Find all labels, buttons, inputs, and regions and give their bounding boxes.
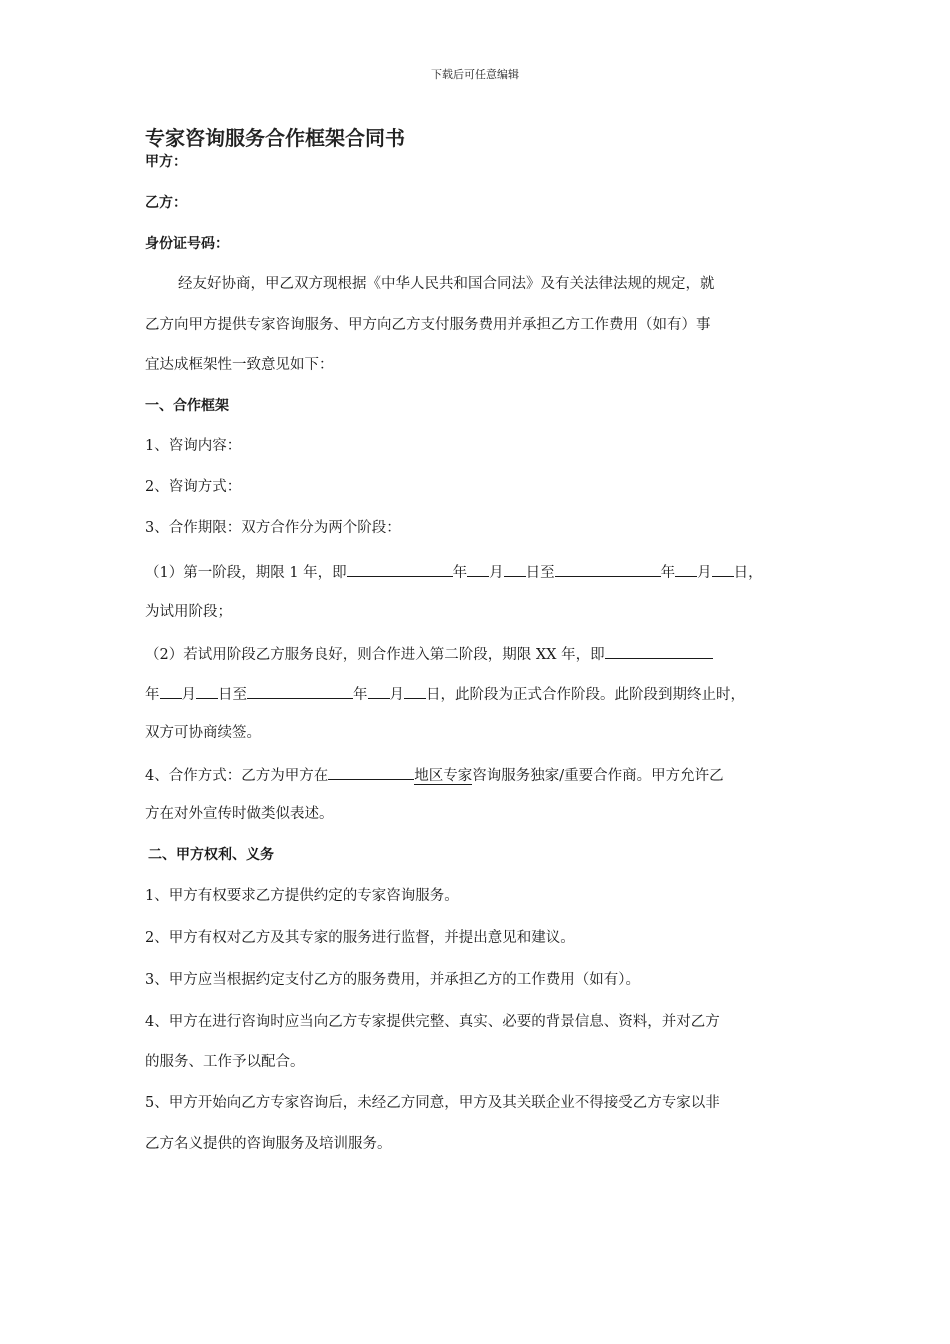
section-2-item-continuation: 的服务、工作予以配合。	[145, 1054, 305, 1070]
intro-line-1: 经友好协商，甲乙双方现根据《中华人民共和国合同法》及有关法律法规的规定，就	[178, 276, 715, 292]
header-note: 下载后可任意编辑	[431, 68, 519, 81]
blank-field	[368, 683, 390, 699]
stage-1-prefix: （1）第一阶段，期限 1 年，即	[145, 565, 347, 581]
section-2-item: 2、甲方有权对乙方及其专家的服务进行监督，并提出意见和建议。	[145, 930, 575, 946]
stage-2-line	[145, 643, 713, 665]
blank-field	[712, 561, 734, 577]
month-text: 月	[697, 565, 712, 581]
section-1-item-3: 3、合作期限：双方合作分为两个阶段：	[145, 520, 401, 536]
year-text: 年	[452, 565, 468, 581]
section-1-item-1: 1、咨询内容：	[145, 438, 242, 454]
intro-line-2: 乙方向甲方提供专家咨询服务、甲方向乙方支付服务费用并承担乙方工作费用（如有）事	[145, 317, 711, 333]
section-2-item: 4、甲方在进行咨询时应当向乙方专家提供完整、真实、必要的背景信息、资料，并对乙方	[145, 1014, 720, 1030]
section-1-item-2: 2、咨询方式：	[145, 479, 242, 495]
stage-2-line-2	[145, 683, 745, 705]
section-1-item-4-line-2: 方在对外宣传时做类似表述。	[145, 806, 334, 822]
section-2-item: 5、甲方开始向乙方专家咨询后，未经乙方同意，甲方及其关联企业不得接受乙方专家以非	[145, 1095, 720, 1111]
party-b-label: 乙方：	[145, 195, 187, 211]
id-number-label: 身份证号码：	[145, 236, 229, 252]
intro-line-3: 宜达成框架性一致意见如下：	[145, 357, 334, 373]
stage-1-line	[145, 561, 763, 583]
blank-field	[347, 561, 453, 577]
stage-1-line-2: 为试用阶段；	[145, 604, 232, 620]
year-text: 年	[353, 687, 368, 703]
section-2-item: 3、甲方应当根据约定支付乙方的服务费用，并承担乙方的工作费用（如有）。	[145, 972, 640, 988]
item-4-prefix: 4、合作方式：乙方为甲方在	[145, 768, 329, 784]
year-text: 年	[660, 565, 676, 581]
blank-field	[196, 683, 218, 699]
blank-field	[675, 561, 697, 577]
blank-field	[247, 683, 353, 699]
blank-field	[504, 561, 526, 577]
party-a-label: 甲方：	[145, 154, 187, 170]
day-to-text: 日至	[218, 687, 247, 703]
blank-field	[467, 561, 489, 577]
day-to-text: 日至	[525, 565, 555, 581]
blank-field	[160, 683, 182, 699]
day-end-text: 日，此阶段为正式合作阶段。此阶段到期终止时，	[426, 687, 745, 703]
blank-field	[404, 683, 426, 699]
blank-field	[555, 561, 661, 577]
document-title: 专家咨询服务合作框架合同书	[145, 126, 405, 150]
day-end-text: 日，	[733, 565, 763, 581]
stage-2-prefix: （2）若试用阶段乙方服务良好，则合作进入第二阶段，期限 XX 年，即	[145, 647, 605, 663]
section-1-item-4	[145, 764, 724, 786]
year-text: 年	[145, 687, 160, 703]
section-2-item-continuation: 乙方名义提供的咨询服务及培训服务。	[145, 1136, 392, 1152]
item-4-underlined: 地区专家	[414, 768, 473, 784]
blank-field	[605, 643, 713, 659]
month-text: 月	[389, 687, 404, 703]
month-text: 月	[489, 565, 504, 581]
stage-2-line-3: 双方可协商续签。	[145, 725, 261, 741]
section-2-item: 1、甲方有权要求乙方提供约定的专家咨询服务。	[145, 888, 459, 904]
section-1-heading: 一、合作框架	[145, 398, 229, 414]
blank-field	[328, 764, 414, 780]
item-4-suffix: 咨询服务独家/重要合作商。甲方允许乙	[472, 768, 724, 784]
month-text: 月	[181, 687, 196, 703]
section-2-heading: 二、甲方权利、义务	[148, 847, 274, 863]
